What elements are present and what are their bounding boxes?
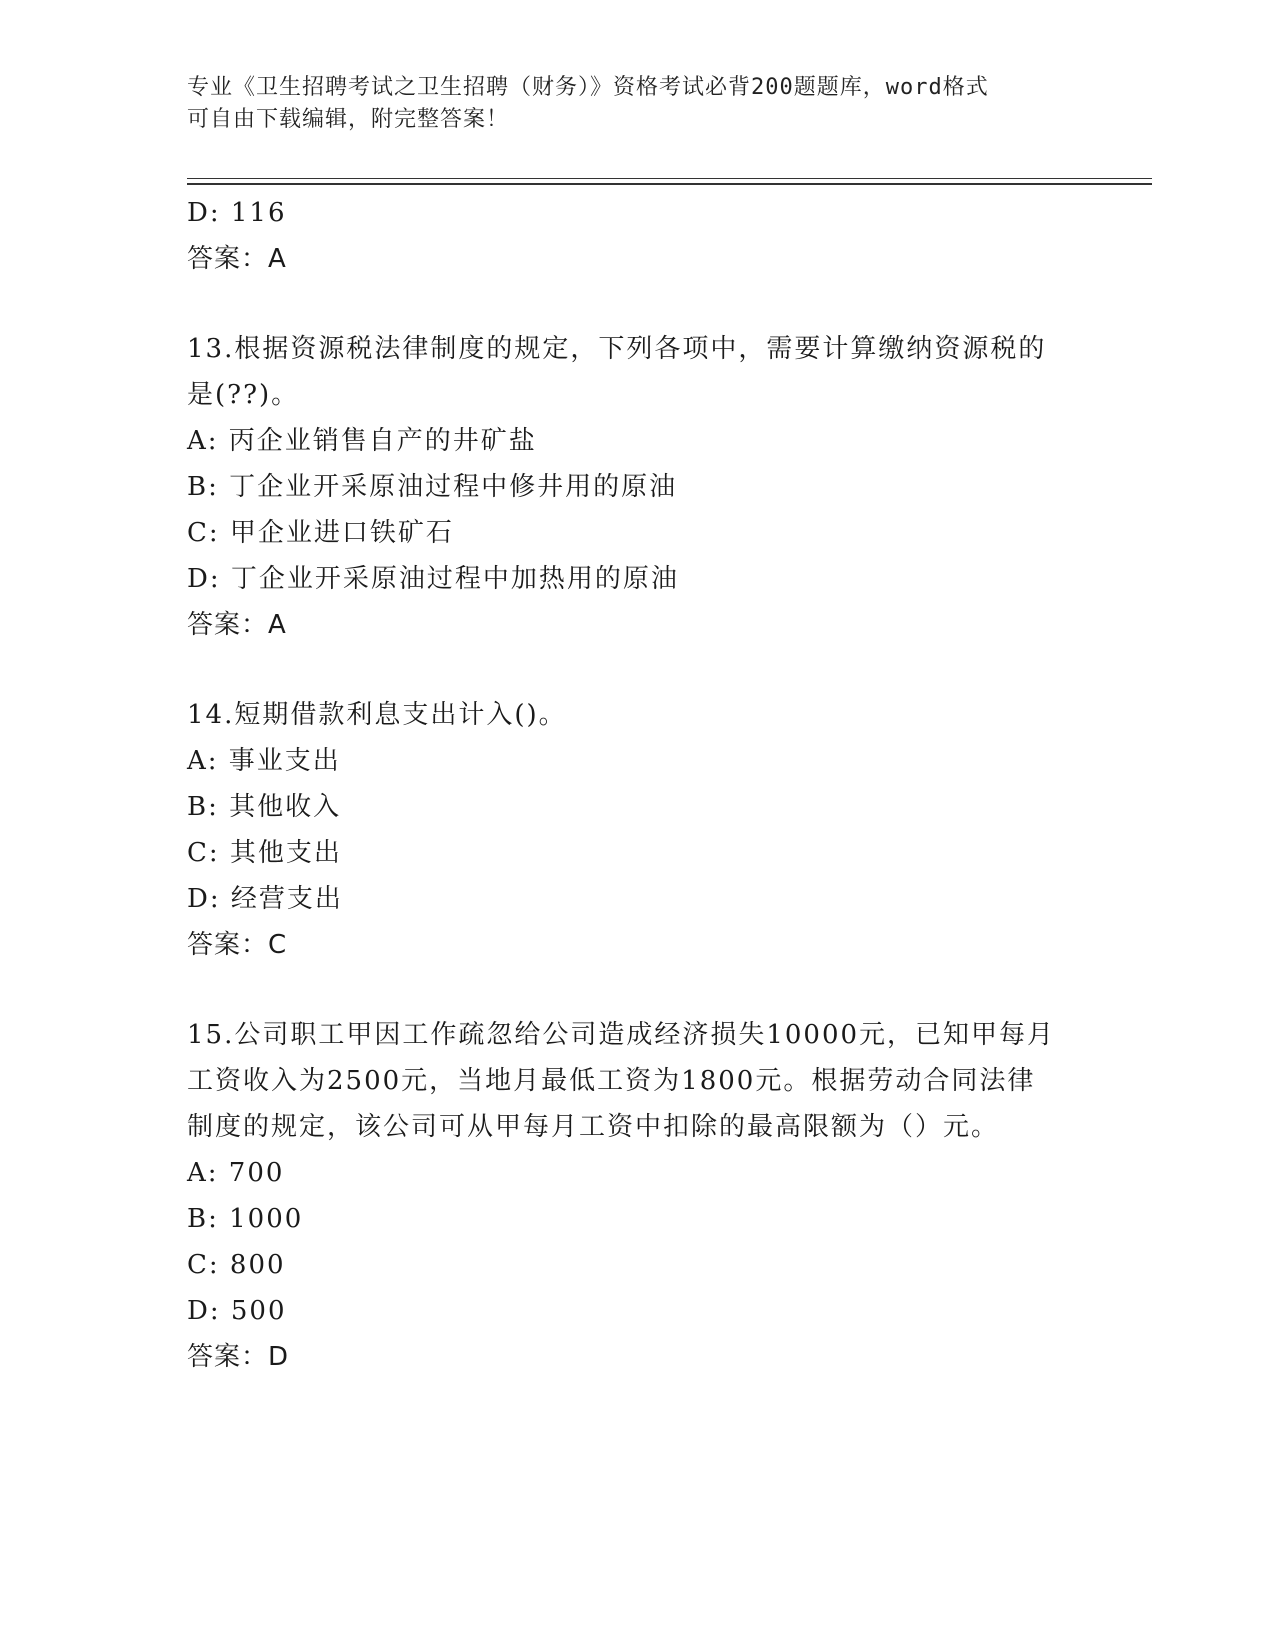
- question-stem-line: 工资收入为2500元，当地月最低工资为1800元。根据劳动合同法律: [187, 1066, 1036, 1096]
- header-line-2: 可自由下载编辑，附完整答案！: [187, 107, 510, 132]
- question-stem-line: 制度的规定，该公司可从甲每月工资中扣除的最高限额为（）元。: [187, 1112, 1000, 1142]
- question-15: [187, 1012, 1087, 1380]
- option-c: C: 其他支出: [187, 838, 342, 868]
- question-stem-line: 14.短期借款利息支出计入()。: [187, 700, 567, 730]
- spacer: [187, 282, 1087, 326]
- question-14: [187, 692, 1087, 968]
- document-header: [187, 72, 1067, 136]
- question-13: [187, 326, 1087, 648]
- option-a: A: 事业支出: [187, 746, 341, 776]
- header-divider-thick: [187, 183, 1152, 185]
- option-d: D: 116: [187, 198, 287, 228]
- spacer: [187, 968, 1087, 1012]
- option-a: A: 丙企业销售自产的井矿盐: [187, 426, 537, 456]
- spacer: [187, 648, 1087, 692]
- header-line-1: 专业《卫生招聘考试之卫生招聘（财务）》资格考试必背200题题库，word格式: [187, 75, 989, 100]
- option-c: C: 800: [187, 1250, 286, 1280]
- option-d: D: 500: [187, 1296, 287, 1326]
- option-d: D: 丁企业开采原油过程中加热用的原油: [187, 564, 679, 594]
- answer-line: 答案：C: [187, 930, 288, 960]
- option-d: D: 经营支出: [187, 884, 343, 914]
- option-a: A: 700: [187, 1158, 285, 1188]
- answer-line: 答案：A: [187, 244, 287, 274]
- question-content: [187, 190, 1087, 1380]
- question-stem-line: 是(??)。: [187, 380, 300, 410]
- answer-line: 答案：A: [187, 610, 287, 640]
- question-stem-line: 13.根据资源税法律制度的规定，下列各项中，需要计算缴纳资源税的: [187, 334, 1047, 364]
- option-c: C: 甲企业进口铁矿石: [187, 518, 454, 548]
- option-b: B: 1000: [187, 1204, 304, 1234]
- option-b: B: 其他收入: [187, 792, 342, 822]
- question-stem-line: 15.公司职工甲因工作疏忽给公司造成经济损失10000元，已知甲每月: [187, 1020, 1056, 1050]
- option-b: B: 丁企业开采原油过程中修井用的原油: [187, 472, 678, 502]
- answer-line: 答案：D: [187, 1342, 290, 1372]
- header-divider-thin: [187, 178, 1152, 179]
